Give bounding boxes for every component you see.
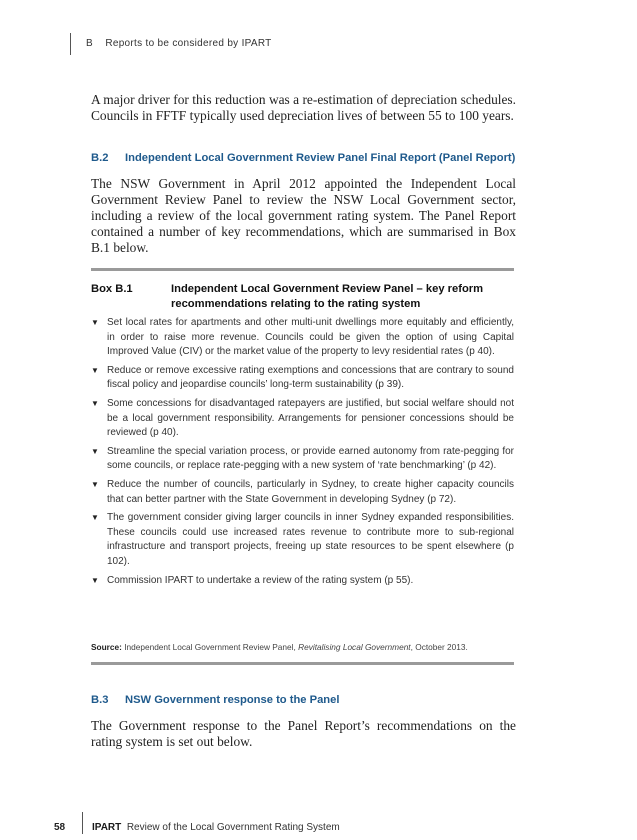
recommendations-list xyxy=(91,316,514,592)
bullet-marker-icon: ▼ xyxy=(91,318,99,327)
section-number: B.3 xyxy=(91,694,109,706)
box-top-rule xyxy=(91,268,514,271)
footer-divider xyxy=(82,812,83,834)
box-title: Independent Local Government Review Panel – key reform recommendations relating to the rating system xyxy=(171,283,484,310)
bullet-marker-icon: ▼ xyxy=(91,513,99,523)
section-heading-b3 xyxy=(91,694,339,706)
box-source xyxy=(91,642,468,652)
header-title: Reports to be considered by IPART xyxy=(105,38,272,49)
bullet-marker-icon: ▼ xyxy=(91,365,99,375)
list-item: ▼ Set local rates for apartments and other multi-unit dwellings more equitably and efficiently, in order to raise more revenue. Councils could be given the option of using Capital Improved Value (CIV) or the market value of the property to levy residential rates (p 40). xyxy=(91,317,514,358)
section-title: NSW Government response to the Panel xyxy=(125,694,340,706)
source-publication: Revitalising Local Government xyxy=(298,642,411,652)
bullet-marker-icon: ▼ xyxy=(91,398,99,408)
source-label: Source: xyxy=(91,642,122,652)
footer-org: IPART xyxy=(92,822,122,833)
page-number: 58 xyxy=(54,822,66,833)
list-item: ▼ Commission IPART to undertake a review of the rating system (p 55). xyxy=(91,574,514,589)
section-title: Independent Local Government Review Panel Final Report (Panel Report) xyxy=(125,152,516,164)
footer-title: Review of the Local Government Rating System xyxy=(126,822,340,833)
box-bottom-rule xyxy=(91,662,514,665)
list-item: ▼ Reduce or remove excessive rating exemptions and concessions that are contrary to sound fiscal policy and jeopardise councils’ long-term sustainability (p 39). xyxy=(91,364,514,391)
running-header xyxy=(86,38,272,49)
header-divider xyxy=(70,33,71,55)
bullet-marker-icon: ▼ xyxy=(91,575,99,585)
bullet-marker-icon: ▼ xyxy=(91,479,99,489)
bullet-marker-icon: ▼ xyxy=(91,446,99,456)
source-date: , October 2013. xyxy=(410,642,468,652)
list-item: ▼ The government consider giving larger councils in inner Sydney expanded responsibilities. These councils could use increased rates revenue to contribute more to sub-regional infrastructure and transport projects, freeing up state resources to be spent elsewhere (p 102). xyxy=(91,512,514,567)
section-b2-body: The NSW Government in April 2012 appointed the Independent Local Government Review Panel to review the NSW Local Government sector, including a review of the local government rating system. The Panel Report contained a number of key recommendations, which are summarised in Box B.1 below. xyxy=(91,176,516,255)
running-footer xyxy=(92,822,340,833)
list-item: ▼ Streamline the special variation process, or provide earned autonomy from rate-pegging for some councils, or replace rate-pegging with a new system of ‘rate benchmarking’ (p 42). xyxy=(91,445,514,472)
list-item: ▼ Some concessions for disadvantaged ratepayers are justified, but social welfare should not be a local government responsibility. Arrangements for pensioner concessions should be reviewed (p 40). xyxy=(91,397,514,439)
source-text: Independent Local Government Review Panel, xyxy=(124,642,296,652)
intro-paragraph: A major driver for this reduction was a re-estimation of depreciation schedules. Councils in FFTF typically used depreciation lives of between 55 to 100 years. xyxy=(91,92,516,123)
section-heading-b2 xyxy=(91,152,515,164)
box-label: Box B.1 xyxy=(91,283,133,295)
list-item: ▼ Reduce the number of councils, particularly in Sydney, to create higher capacity councils that can better partner with the State Government in developing Sydney (p 72). xyxy=(91,478,514,505)
section-number: B.2 xyxy=(91,152,109,164)
header-letter: B xyxy=(86,38,93,49)
section-b3-body: The Government response to the Panel Report’s recommendations on the rating system is set out below. xyxy=(91,718,516,749)
